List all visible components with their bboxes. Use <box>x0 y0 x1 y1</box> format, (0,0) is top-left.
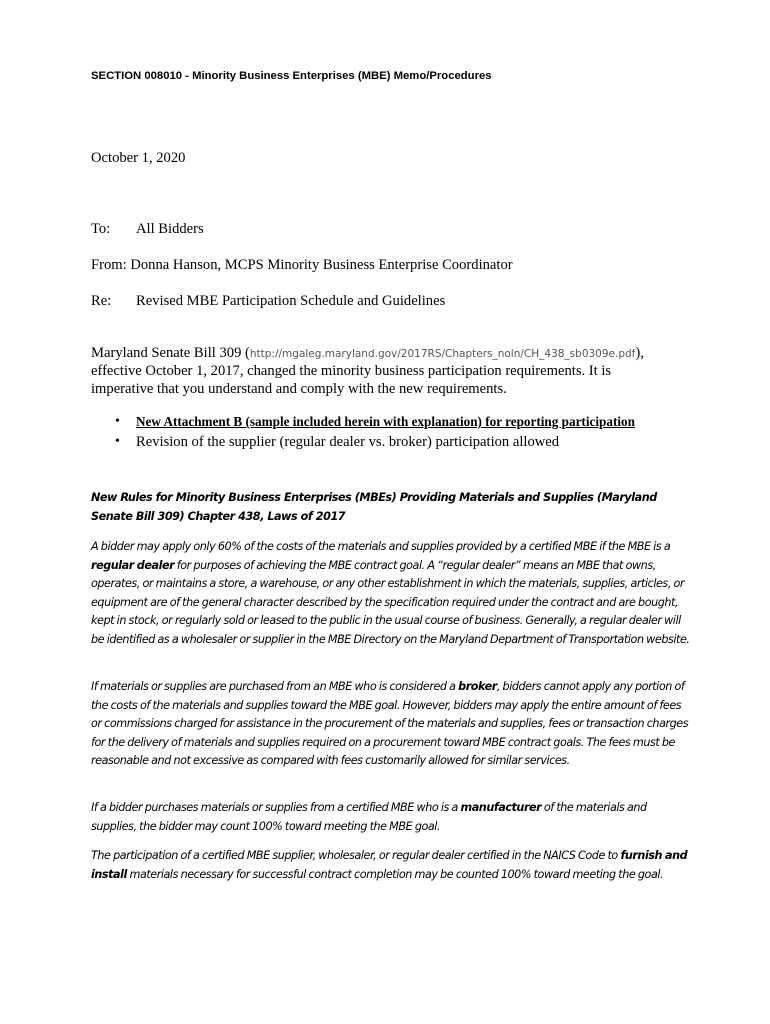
p2-bold: broker <box>458 680 497 693</box>
bullet-text: New Attachment B (sample included herein with explanation) for reporting participation <box>136 414 635 429</box>
intro-lead: Maryland Senate Bill 309 ( <box>91 345 250 361</box>
p3-bold: manufacturer <box>460 801 542 814</box>
bill-url-link[interactable]: http://mgaleg.maryland.gov/2017RS/Chapters_noln/CH_438_sb0309e.pdf <box>249 348 636 360</box>
p2-text-b: , bidders cannot apply any portion of the costs of the materials and supplies toward the MBE goal. However, bidders may apply the entire amount of fees or commissions charged for assistance in the procurement of the materials and supplies, fees or transaction charges for the delivery of materials and supplies required on a procurement toward MBE contract goals. The fees must be reasonable and not excessive as compared with fees customarily allowed for similar services. <box>91 680 689 768</box>
bullet-list <box>112 414 635 454</box>
p2-text-a: If materials or supplies are purchased from an MBE who is considered a <box>91 680 459 693</box>
manufacturer-paragraph <box>91 799 691 836</box>
regular-dealer-paragraph <box>91 538 691 650</box>
list-item <box>112 414 635 434</box>
p1-text-b: for purposes of achieving the MBE contract goal. A “regular dealer” means an MBE that owns, operates, or maintains a store, a warehouse, or any other establishment in which the materials, supplies, articles, or equipment are of the general character described by the specification required under the contract and are bought, kept in stock, or regularly sold or leased to the public in the usual course of business. Generally, a regular dealer will be identified as a wholesaler or supplier in the MBE Directory on the Maryland Department of Transportation website. <box>91 558 690 646</box>
p1-text-a: A bidder may apply only 60% of the costs of the materials and supplies provided by a certified MBE if the MBE is a <box>91 540 671 553</box>
intro-line-1 <box>91 345 644 362</box>
p4-bold: furnish and install <box>91 849 688 881</box>
to-value: All Bidders <box>136 221 204 237</box>
from-label: From: <box>91 257 127 273</box>
memo-date: October 1, 2020 <box>91 150 186 166</box>
section-title: SECTION 008010 - Minority Business Enterprises (MBE) Memo/Procedures <box>91 70 492 82</box>
intro-line-2: effective October 1, 2017, changed the minority business participation requirements. It is <box>91 363 612 379</box>
memo-to-line <box>91 221 204 238</box>
p3-text-b: of the materials and supplies, the bidder may count 100% toward meeting the MBE goal. <box>91 801 647 833</box>
to-label: To: <box>91 221 111 237</box>
rules-heading: New Rules for Minority Business Enterprises (MBEs) Providing Materials and Supplies (Maryland Senate Bill 309) Chapter 438, Laws of 2017 <box>91 491 657 523</box>
memo-re-line <box>91 293 445 310</box>
p4-text-a: The participation of a certified MBE supplier, wholesaler, or regular dealer certified in the NAICS Code to <box>91 849 621 862</box>
broker-paragraph <box>91 678 691 771</box>
bullet-icon: • <box>115 414 120 429</box>
intro-line-3: imperative that you understand and comply with the new requirements. <box>91 381 507 397</box>
furnish-install-paragraph <box>91 847 691 884</box>
from-value: Donna Hanson, MCPS Minority Business Enterprise Coordinator <box>130 257 513 273</box>
re-value: Revised MBE Participation Schedule and Guidelines <box>136 293 446 309</box>
intro-after-url: ), <box>635 345 644 361</box>
bullet-icon: • <box>115 434 120 449</box>
bullet-text: Revision of the supplier (regular dealer vs. broker) participation allowed <box>136 434 560 450</box>
p3-text-a: If a bidder purchases materials or supplies from a certified MBE who is a <box>91 801 461 814</box>
memo-from-line <box>91 257 513 274</box>
re-label: Re: <box>91 293 112 309</box>
list-item <box>112 434 635 454</box>
p4-text-b: materials necessary for successful contract completion may be counted 100% toward meeting the goal. <box>126 867 664 881</box>
p1-bold: regular dealer <box>91 558 175 572</box>
